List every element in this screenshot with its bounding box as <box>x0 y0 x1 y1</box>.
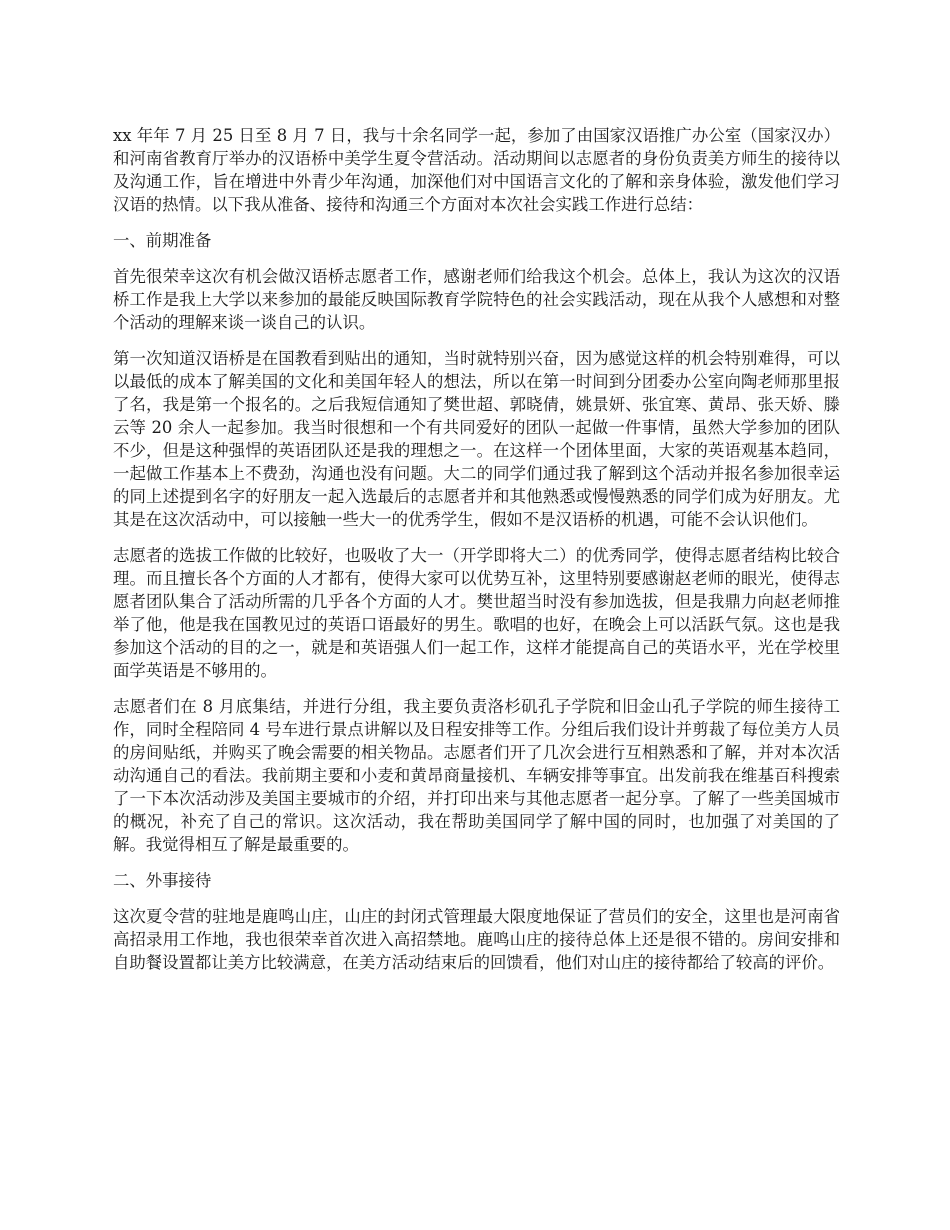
section-heading-preparation: 一、前期准备 <box>113 231 212 250</box>
section-heading-reception: 二、外事接待 <box>113 871 212 890</box>
document-body <box>113 124 840 987</box>
body-paragraph: 这次夏令营的驻地是鹿鸣山庄，山庄的封闭式管理最大限度地保证了营员们的安全，这里也是河南省高招录用工作地，我也很荣幸首次进入高招禁地。鹿鸣山庄的接待总体上还是很不错的。房间安排和自助餐设置都让美方比较满意，在美方活动结束后的回馈看，他们对山庄的接待都给了较高的评价。 <box>113 907 840 972</box>
body-paragraph: 第一次知道汉语桥是在国教看到贴出的通知，当时就特别兴奋，因为感觉这样的机会特别难得，可以以最低的成本了解美国的文化和美国年轻人的想法，所以在第一时间到分团委办公室向陶老师那里报了名，我是第一个报名的。之后我短信通知了樊世超、郭晓倩，姚景妍、张宜寒、黄昂、张天娇、滕云等 20 余人一起参加。我当时很想和一个有共同爱好的团队一起做一件事情，虽然大学参加的团队不少，但是这种强悍的英语团队还是我的理想之一。在这样一个团体里面，大家的英语观基本趋同，一起做工作基本上不费劲，沟通也没有问题。大二的同学们通过我了解到这个活动并报名参加很幸运的同上述提到名字的好朋友一起入选最后的志愿者并和其他熟悉或慢慢熟悉的同学们成为好朋友。尤其是在这次活动中，可以接触一些大一的优秀学生，假如不是汉语桥的机遇，可能不会认识他们。 <box>113 349 840 529</box>
body-paragraph: 志愿者的选拔工作做的比较好，也吸收了大一（开学即将大二）的优秀同学，使得志愿者结构比较合理。而且擅长各个方面的人才都有，使得大家可以优势互补，这里特别要感谢赵老师的眼光，使得志愿者团队集合了活动所需的几乎各个方面的人才。樊世超当时没有参加选拔，但是我鼎力向赵老师推举了他，他是我在国教见过的英语口语最好的男生。歌唱的也好，在晚会上可以活跃气氛。这也是我参加这个活动的目的之一，就是和英语强人们一起工作，这样才能提高自己的英语水平，光在学校里面学英语是不够用的。 <box>113 546 840 680</box>
body-paragraph: 首先很荣幸这次有机会做汉语桥志愿者工作，感谢老师们给我这个机会。总体上，我认为这次的汉语桥工作是我上大学以来参加的最能反映国际教育学院特色的社会实践活动，现在从我个人感想和对整个活动的理解来谈一谈自己的认识。 <box>113 267 840 332</box>
intro-paragraph: xx 年年 7 月 25 日至 8 月 7 日，我与十余名同学一起，参加了由国家汉语推广办公室（国家汉办）和河南省教育厅举办的汉语桥中美学生夏令营活动。活动期间以志愿者的身份负责美方师生的接待以及沟通工作，旨在增进中外青少年沟通，加深他们对中国语言文化的了解和亲身体验，激发他们学习汉语的热情。以下我从准备、接待和沟通三个方面对本次社会实践工作进行总结： <box>113 126 840 214</box>
body-paragraph: 志愿者们在 8 月底集结，并进行分组，我主要负责洛杉矶孔子学院和旧金山孔子学院的师生接待工作，同时全程陪同 4 号车进行景点讲解以及日程安排等工作。分组后我们设计并剪裁了每位美方人员的房间贴纸，并购买了晚会需要的相关物品。志愿者们开了几次会进行互相熟悉和了解，并对本次活动沟通自己的看法。我前期主要和小麦和黄昂商量接机、车辆安排等事宜。出发前我在维基百科搜索了一下本次活动涉及美国主要城市的介绍，并打印出来与其他志愿者一起分享。了解了一些美国城市的概况，补充了自己的常识。这次活动，我在帮助美国同学了解中国的同时，也加强了对美国的了解。我觉得相互了解是最重要的。 <box>113 697 840 854</box>
